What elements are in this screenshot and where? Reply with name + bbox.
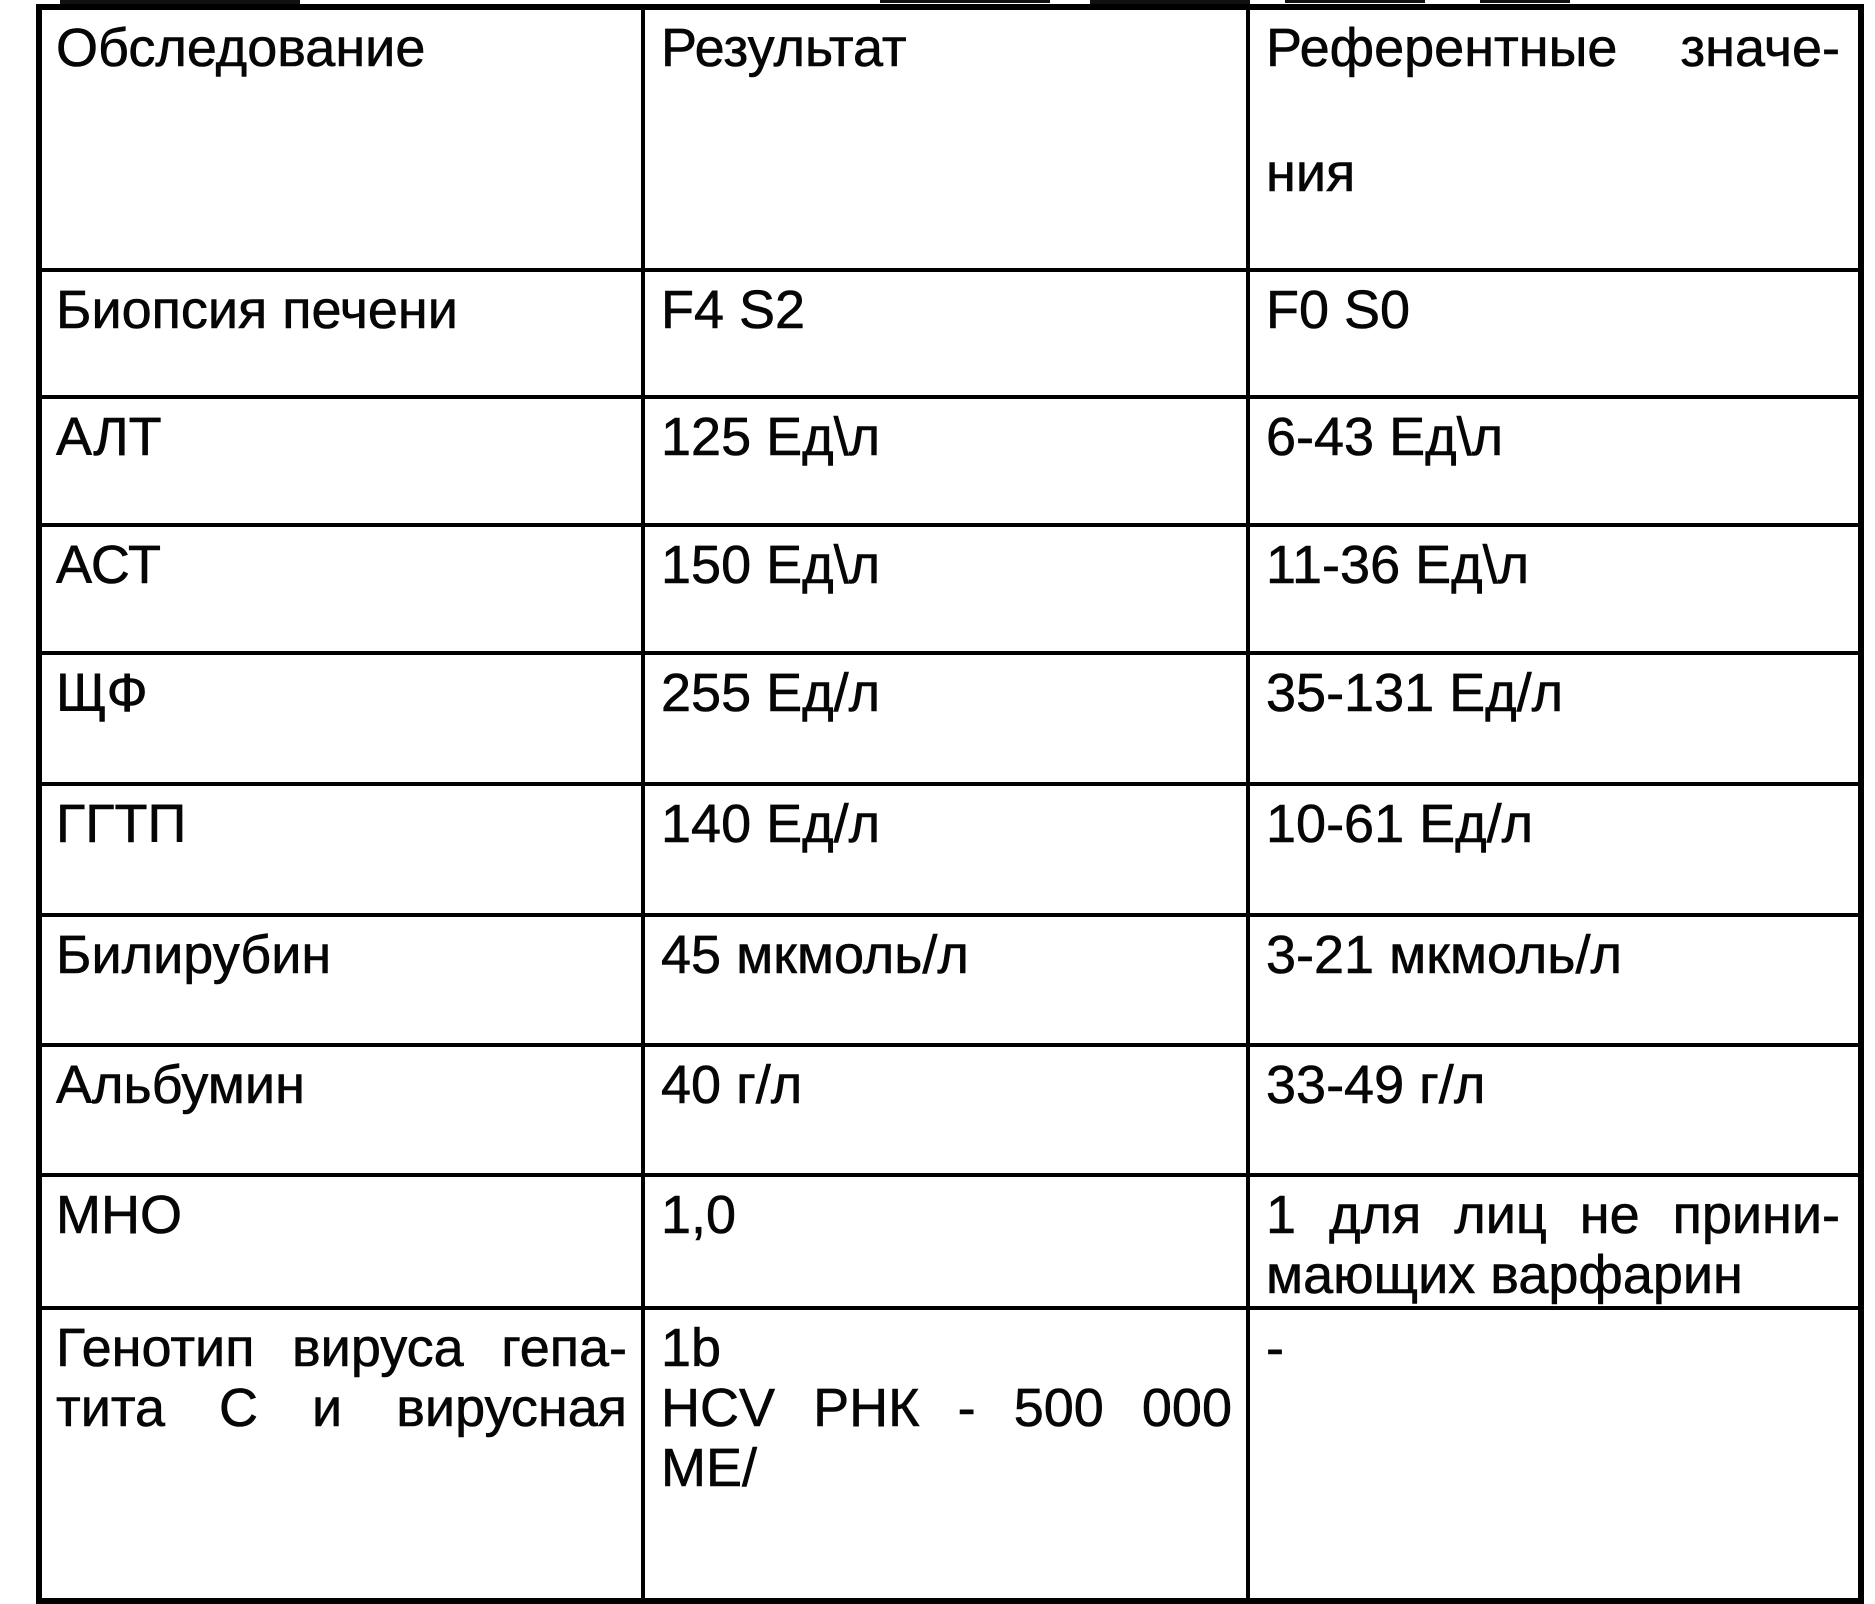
cell-text-line: Обследование — [56, 18, 426, 78]
cell-text-line: 45 мкмоль/л — [661, 925, 969, 985]
cell-reference — [1248, 653, 1861, 784]
cell-text-line: ния — [1266, 143, 1356, 203]
cell-exam — [39, 1308, 643, 1601]
table-row — [39, 653, 1861, 784]
header-cell-examination — [39, 7, 643, 270]
cell-text-line: тита С и вирусная — [56, 1378, 627, 1438]
table-row — [39, 1045, 1861, 1175]
cell-exam — [39, 915, 643, 1045]
cell-reference — [1248, 1045, 1861, 1175]
scan-artifact — [1285, 0, 1425, 3]
cell-text-line: 1b — [661, 1318, 722, 1378]
scan-artifact — [880, 0, 1050, 3]
cell-reference — [1248, 915, 1861, 1045]
cell-exam — [39, 1045, 643, 1175]
cell-text-line: 3-21 мкмоль/л — [1266, 925, 1622, 985]
cell-text-line: F0 S0 — [1266, 280, 1411, 340]
cell-result — [643, 915, 1248, 1045]
cell-text-line: Генотип вируса гепа- — [56, 1318, 627, 1378]
cell-text-line: Билирубин — [56, 925, 332, 985]
cell-text-line: 1 для лиц не прини- — [1266, 1185, 1840, 1245]
cell-exam — [39, 397, 643, 525]
cell-text-line: F4 S2 — [661, 280, 806, 340]
scan-artifact — [1480, 0, 1570, 3]
cell-reference — [1248, 397, 1861, 525]
cell-text-line: АЛТ — [56, 407, 162, 467]
cell-text-line: Результат — [661, 18, 907, 78]
cell-text-line: - — [1266, 1318, 1284, 1378]
cell-text-line: 10-61 Ед/л — [1266, 794, 1534, 854]
table-header-row — [39, 7, 1861, 270]
cell-text-line: Биопсия печени — [56, 280, 458, 340]
cell-text-line: 255 Ед/л — [661, 663, 881, 723]
cell-result — [643, 1308, 1248, 1601]
table-row — [39, 397, 1861, 525]
header-cell-reference — [1248, 7, 1861, 270]
table-row — [39, 784, 1861, 915]
cell-text-line: 40 г/л — [661, 1055, 803, 1115]
cell-text-line: ГГТП — [56, 794, 187, 854]
cell-text-line: 1,0 — [661, 1185, 737, 1245]
cell-text-line: 35-131 Ед/л — [1266, 663, 1564, 723]
header-cell-result — [643, 7, 1248, 270]
cell-text-line: ЩФ — [56, 663, 148, 723]
cell-exam — [39, 270, 643, 397]
table-row — [39, 1308, 1861, 1601]
cell-text-line: 33-49 г/л — [1266, 1055, 1486, 1115]
table-row — [39, 525, 1861, 653]
table-row — [39, 915, 1861, 1045]
cell-text-line: 140 Ед/л — [661, 794, 881, 854]
cell-result — [643, 653, 1248, 784]
cell-reference — [1248, 784, 1861, 915]
lab-results-table — [36, 4, 1864, 1604]
cell-exam — [39, 1175, 643, 1308]
cell-reference — [1248, 270, 1861, 397]
cell-text-line: 11-36 Ед\л — [1266, 535, 1530, 595]
cell-reference — [1248, 1175, 1861, 1308]
cell-result — [643, 784, 1248, 915]
cell-text-line: АСТ — [56, 535, 162, 595]
cell-reference — [1248, 1308, 1861, 1601]
cell-exam — [39, 653, 643, 784]
cell-text-line: МНО — [56, 1185, 182, 1245]
cell-exam — [39, 784, 643, 915]
table-row — [39, 270, 1861, 397]
cell-text-line: мающих варфарин — [1266, 1245, 1743, 1305]
cell-result — [643, 1175, 1248, 1308]
cell-reference — [1248, 525, 1861, 653]
cell-text-line: 6-43 Ед\л — [1266, 407, 1504, 467]
cell-text-line: HCV РНК - 500 000 — [661, 1378, 1232, 1438]
cell-result — [643, 270, 1248, 397]
cell-text-line: МЕ/ — [661, 1438, 758, 1498]
cell-text-line: Альбумин — [56, 1055, 305, 1115]
cell-text-line: Референтные значе- — [1266, 18, 1840, 78]
cell-result — [643, 1045, 1248, 1175]
cell-text-line: 125 Ед\л — [661, 407, 881, 467]
cell-result — [643, 525, 1248, 653]
table-row — [39, 1175, 1861, 1308]
cell-result — [643, 397, 1248, 525]
cell-exam — [39, 525, 643, 653]
cell-text-line: 150 Ед\л — [661, 535, 881, 595]
